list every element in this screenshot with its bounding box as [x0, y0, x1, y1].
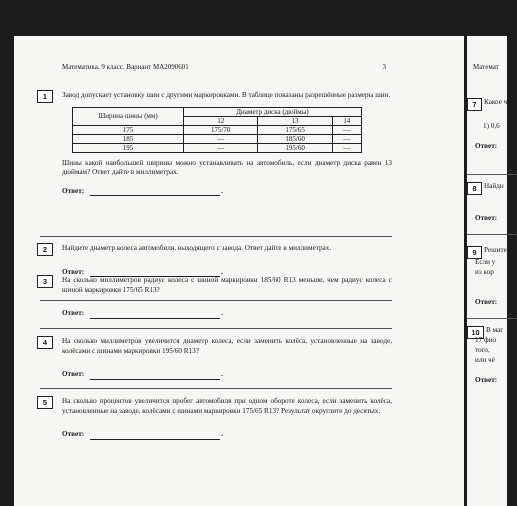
tire-sizes-table: [72, 107, 362, 153]
answer-dot: .: [221, 309, 223, 317]
task-text: Решите: [484, 246, 507, 254]
table-row: [73, 134, 362, 143]
answer-row: [62, 370, 392, 380]
next-task-7-option: 1) 0,6: [483, 122, 500, 130]
table-cell: 195: [73, 143, 184, 152]
answer-row: [62, 430, 392, 440]
table-header-diameter: Диаметр диска (дюймы): [184, 107, 362, 116]
answer-field[interactable]: [90, 372, 220, 380]
next-task-8-answer: Ответ:: [475, 214, 498, 222]
table-header-12: 12: [184, 116, 258, 125]
task-number: 1: [37, 90, 53, 103]
next-task-10-answer: Ответ:: [475, 376, 498, 384]
next-page-header: Математ: [473, 63, 499, 71]
task-number: 9: [467, 246, 482, 259]
divider: [467, 318, 517, 319]
task-number: 10: [467, 326, 484, 339]
task-text: На сколько миллиметров увеличится диаметр колеса, если заменить колёса, установленные на заводе, колёсами с шинами маркировки 195/60 R13?: [62, 337, 392, 355]
page-number: 3: [382, 63, 386, 71]
answer-dot: .: [221, 186, 223, 195]
worksheet-page: [14, 36, 464, 506]
table-cell: 175/70: [184, 125, 258, 134]
task-text: Какое ч: [484, 98, 508, 106]
task-text: Найди: [484, 182, 504, 190]
task-number: 5: [37, 396, 53, 409]
task-number: 2: [37, 243, 53, 256]
page-header: [62, 63, 386, 71]
answer-row: [62, 187, 392, 197]
answer-field[interactable]: [90, 188, 220, 196]
task-number: 3: [37, 275, 53, 288]
divider: [467, 234, 517, 235]
table-row: [73, 143, 362, 152]
answer-label: Ответ:: [62, 186, 85, 195]
table-cell: 175: [73, 125, 184, 134]
next-task-9-line: Если у: [475, 258, 496, 266]
table-cell: 185: [73, 134, 184, 143]
table-header-14: 14: [332, 116, 361, 125]
next-task-7-answer: Ответ:: [475, 142, 498, 150]
table-header-width: Ширина шины (мм): [73, 107, 184, 125]
table-cell: —: [184, 143, 258, 152]
task-1: [42, 91, 392, 196]
table-cell: —: [332, 143, 361, 152]
next-task-10-line: 17 фио: [475, 336, 497, 344]
table-cell: 175/65: [258, 125, 332, 134]
answer-label: Ответ:: [62, 267, 85, 276]
table-cell: —: [332, 134, 361, 143]
table-cell: —: [184, 134, 258, 143]
answer-label: Ответ:: [62, 430, 85, 438]
answer-row: [62, 309, 392, 319]
divider: [40, 328, 392, 329]
answer-label: Ответ:: [62, 370, 85, 378]
next-task-10-line: или чё: [475, 356, 495, 364]
task-number: 7: [467, 98, 482, 111]
task-3: [42, 276, 392, 319]
table-cell: 195/60: [258, 143, 332, 152]
answer-field[interactable]: [90, 432, 220, 440]
next-task-10-line: того,: [475, 346, 490, 354]
divider: [40, 388, 392, 389]
task-text: На сколько миллиметров радиус колеса с шиной маркировки 185/60 R13 меньше, чем радиус колеса с шиной маркировки 175/65 R13?: [62, 276, 392, 294]
task-text: Найдите диаметр колеса автомобиля, выходящего с завода. Ответ дайте в миллиметрах.: [62, 244, 332, 252]
task-question: Шины какой наибольшей ширины можно устанавливать на автомобиль, если диаметр диска равен 13 дюймам? Ответ дайте в миллиметрах.: [62, 158, 392, 176]
task-number: 4: [37, 336, 53, 349]
task-number: 8: [467, 182, 482, 195]
header-title: Математика. 9 класс. Вариант МА2090601: [62, 63, 189, 71]
task-text: Завод допускает установку шин с другими маркировками. В таблице показаны разрешённые размеры шин.: [62, 91, 391, 99]
divider: [467, 174, 517, 175]
answer-field[interactable]: [90, 311, 220, 319]
answer-dot: .: [221, 370, 223, 378]
task-5: [42, 397, 392, 440]
answer-dot: .: [221, 430, 223, 438]
task-text: В маг: [486, 326, 504, 334]
table-row: [73, 125, 362, 134]
task-4: [42, 337, 392, 380]
task-2: [42, 244, 392, 277]
divider: [40, 236, 392, 237]
table-cell: 185/60: [258, 134, 332, 143]
answer-label: Ответ:: [62, 309, 85, 317]
next-task-9-answer: Ответ:: [475, 298, 498, 306]
table-header-13: 13: [258, 116, 332, 125]
next-task-9-line: из кор: [475, 268, 494, 276]
table-cell: —: [332, 125, 361, 134]
task-text: На сколько процентов увеличится пробег автомобиля при одном обороте колеса, если заменить колёса, установленные на заводе, колёсами с шинами маркировки 175/65 R13? Результат округлите до десятых.: [62, 397, 392, 415]
next-page: [467, 36, 507, 506]
answer-dot: .: [221, 267, 223, 276]
